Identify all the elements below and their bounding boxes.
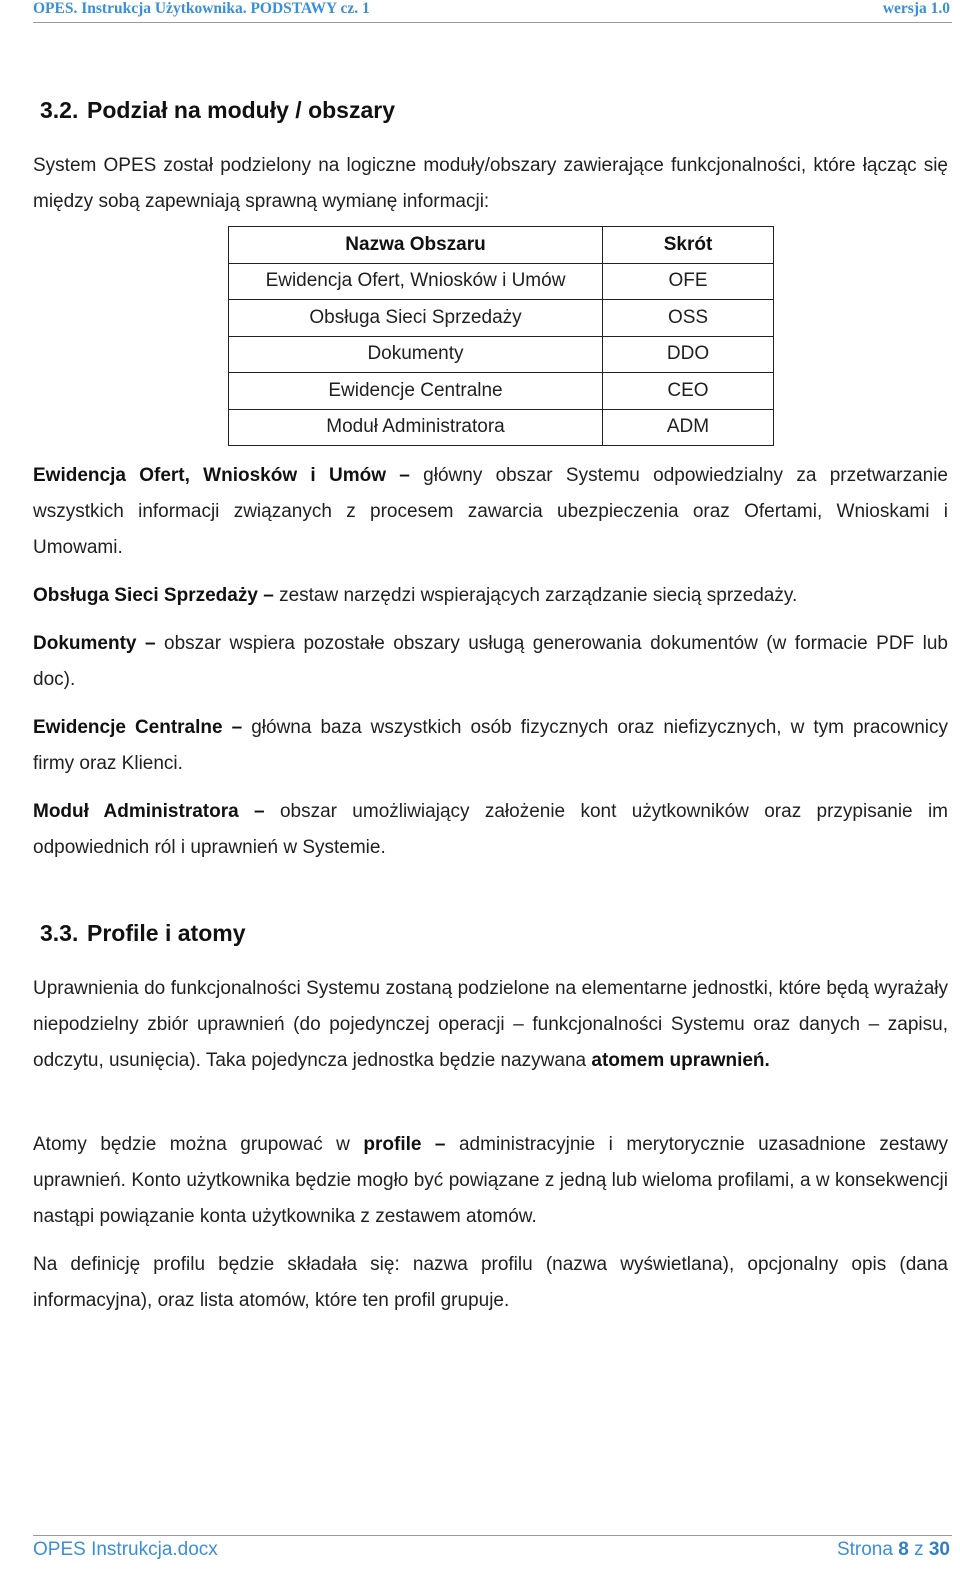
- description-dash: –: [399, 465, 410, 486]
- page-header: [33, 0, 952, 23]
- table-cell-abbrev: CEO: [603, 373, 774, 410]
- table-header-abbrev: Skrót: [603, 227, 774, 264]
- table-cell-abbrev: OSS: [603, 300, 774, 337]
- page-label: Strona: [836, 1539, 893, 1560]
- description-paragraph-ofe: [33, 458, 948, 566]
- header-title: OPES. Instrukcja Użytkownika. PODSTAWY cz. 1: [33, 0, 370, 17]
- section-title: Podział na moduły / obszary: [87, 97, 396, 123]
- footer-page-number: [837, 1539, 950, 1561]
- description-paragraph-oss: [33, 578, 948, 614]
- description-paragraph-adm: [33, 794, 948, 866]
- footer-filename: OPES Instrukcja.docx: [33, 1539, 218, 1560]
- description-text: obszar umożliwiający założenie kont użytkowników oraz przypisanie im odpowiednich ról i uprawnień w Systemie.: [33, 801, 949, 858]
- table-row: [229, 300, 774, 337]
- profiles-paragraph-1: [33, 971, 948, 1079]
- description-dash: –: [144, 633, 156, 654]
- section-heading-3-2: [40, 97, 395, 124]
- description-term: Ewidencja Ofert, Wniosków i Umów: [33, 465, 386, 486]
- section-number: 3.2.: [40, 97, 79, 123]
- table-cell-abbrev: ADM: [603, 409, 774, 446]
- description-text: zestaw narzędzi wspierających zarządzanie siecią sprzedaży.: [279, 585, 798, 606]
- description-dash: –: [254, 801, 265, 822]
- section-title: Profile i atomy: [87, 920, 246, 946]
- page-total: 30: [928, 1539, 950, 1560]
- table-row: [229, 409, 774, 446]
- description-text: główny obszar Systemu odpowiedzialny za przetwarzanie wszystkich informacji związanych z procesem zawarcia ubezpieczenia oraz Ofertami, Wnioskami i Umowami.: [33, 465, 948, 558]
- term-atom: atomem uprawnień.: [591, 1050, 770, 1071]
- section-heading-3-3: [40, 920, 245, 947]
- description-text: obszar wspiera pozostałe obszary usługą generowania dokumentów (w formacie PDF lub doc).: [33, 633, 948, 690]
- description-term: Dokumenty: [33, 633, 137, 654]
- description-text: główna baza wszystkich osób fizycznych oraz niefizycznych, w tym pracownicy firmy oraz Klienci.: [33, 717, 949, 774]
- table-header-row: [229, 227, 774, 264]
- term-profile: profile –: [363, 1134, 446, 1155]
- table-row: [229, 373, 774, 410]
- table-cell-name: Dokumenty: [229, 336, 603, 373]
- description-dash: –: [231, 717, 243, 738]
- profiles-paragraph-3: Na definicję profilu będzie składała się: nazwa profilu (nazwa wyświetlana), opcjonalny opis (dana informacyjna), oraz lista atomów, które ten profil grupuje.: [33, 1254, 948, 1311]
- intro-paragraph: System OPES został podzielony na logiczne moduły/obszary zawierające funkcjonalności, które łącząc się między sobą zapewniają sprawną wymianę informacji:: [33, 155, 948, 212]
- description-dash: –: [263, 585, 274, 606]
- header-version: wersja 1.0: [882, 0, 950, 17]
- table-cell-name: Moduł Administratora: [229, 409, 603, 446]
- section-number: 3.3.: [40, 920, 79, 946]
- description-paragraph-ceo: [33, 710, 948, 782]
- paragraph-text: administracyjnie i merytorycznie uzasadnione zestawy uprawnień. Konto użytkownika będzie mogło być powiązane z jedną lub wieloma profilami, a w konsekwencji nastąpi powiązanie konta użytkownika z zestawem atomów.: [33, 1134, 948, 1227]
- table-row: [229, 336, 774, 373]
- paragraph-text: Atomy będzie można grupować w: [33, 1134, 350, 1155]
- table-cell-abbrev: DDO: [603, 336, 774, 373]
- table-cell-name: Obsługa Sieci Sprzedaży: [229, 300, 603, 337]
- description-paragraph-ddo: [33, 626, 948, 698]
- areas-table: [228, 226, 774, 446]
- page-footer: [33, 1535, 952, 1568]
- description-term: Ewidencje Centralne: [33, 717, 223, 738]
- profiles-paragraph-2: [33, 1127, 948, 1235]
- table-cell-name: Ewidencje Centralne: [229, 373, 603, 410]
- description-term: Obsługa Sieci Sprzedaży: [33, 585, 258, 606]
- paragraph-text: Uprawnienia do funkcjonalności Systemu zostaną podzielone na elementarne jednostki, które będą wyrażały niepodzielny zbiór uprawnień (do pojedynczej operacji – funkcjonalności Systemu oraz danych – zapisu, odczytu, usunięcia). Taka pojedyncza jednostka będzie nazywana: [33, 978, 948, 1071]
- table-header-name: Nazwa Obszaru: [229, 227, 603, 264]
- description-term: Moduł Administratora: [33, 801, 239, 822]
- page-separator: z: [914, 1539, 924, 1560]
- page-current: 8: [898, 1539, 909, 1560]
- table-cell-name: Ewidencja Ofert, Wniosków i Umów: [229, 263, 603, 300]
- table-row: [229, 263, 774, 300]
- table-cell-abbrev: OFE: [603, 263, 774, 300]
